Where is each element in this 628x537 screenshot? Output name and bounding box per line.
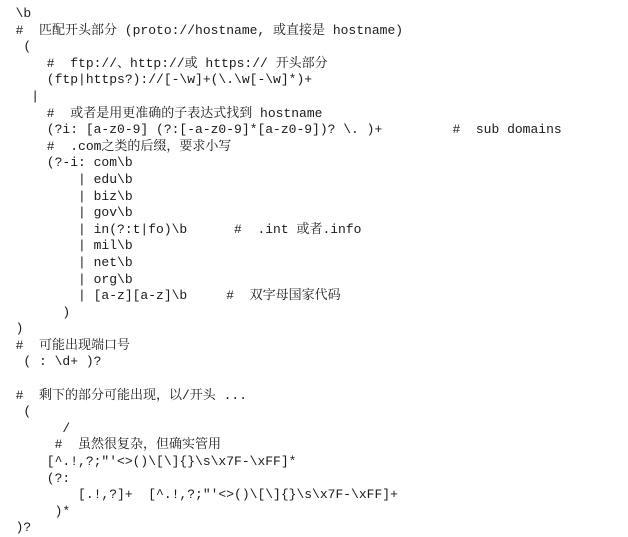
code-line: [0, 371, 562, 388]
code-line: | [a-z][a-z]\b # 双字母国家代码: [0, 288, 341, 304]
code-line: (?-i: com\b: [0, 155, 133, 171]
code-line: | edu\b: [0, 171, 133, 187]
code-listing: [0, 6, 562, 537]
code-line: | biz\b: [0, 188, 133, 204]
code-line: [.!,?]+ [^.!,?;"'<>()\[\]{}\s\x7F-\xFF]+: [0, 487, 398, 503]
code-line: | org\b: [0, 271, 133, 287]
code-line: # ftp://、http://或 https:// 开头部分: [0, 55, 328, 71]
code-line: /: [0, 420, 71, 436]
code-line: # .com之类的后缀，要求小写: [0, 138, 232, 154]
code-line: ): [0, 321, 24, 337]
code-line: |: [0, 88, 40, 104]
code-line: ( : \d+ )?: [0, 354, 102, 370]
code-line: (?i: [a-z0-9] (?:[-a-z0-9]*[a-z0-9])? \. )+ # sub domains: [0, 122, 562, 138]
code-line: # 或者是用更准确的子表达式找到 hostname: [0, 105, 323, 121]
code-line: | in(?:t|fo)\b # .int 或者.info: [0, 221, 362, 237]
code-line: \b: [0, 6, 32, 21]
code-line: )?: [0, 520, 32, 536]
code-line: (: [0, 404, 32, 420]
code-line: # 剩下的部分可能出现，以/开头 ...: [0, 387, 248, 403]
code-line: ): [0, 304, 71, 320]
code-line: | mil\b: [0, 238, 133, 254]
code-line: [^.!,?;"'<>()\[\]{}\s\x7F-\xFF]*: [0, 454, 297, 470]
code-line: # 可能出现端口号: [0, 337, 131, 353]
code-line: (?:: [0, 470, 71, 486]
code-line: (ftp|https?)://[-\w]+(\.\w[-\w]*)+: [0, 72, 313, 88]
code-line: # 匹配开头部分 (proto://hostname, 或直接是 hostname): [0, 22, 404, 38]
code-line: )*: [0, 503, 71, 519]
code-line: # 虽然很复杂，但确实管用: [0, 437, 222, 453]
code-line: (: [0, 39, 32, 55]
code-line: | net\b: [0, 254, 133, 270]
code-line: | gov\b: [0, 205, 133, 221]
